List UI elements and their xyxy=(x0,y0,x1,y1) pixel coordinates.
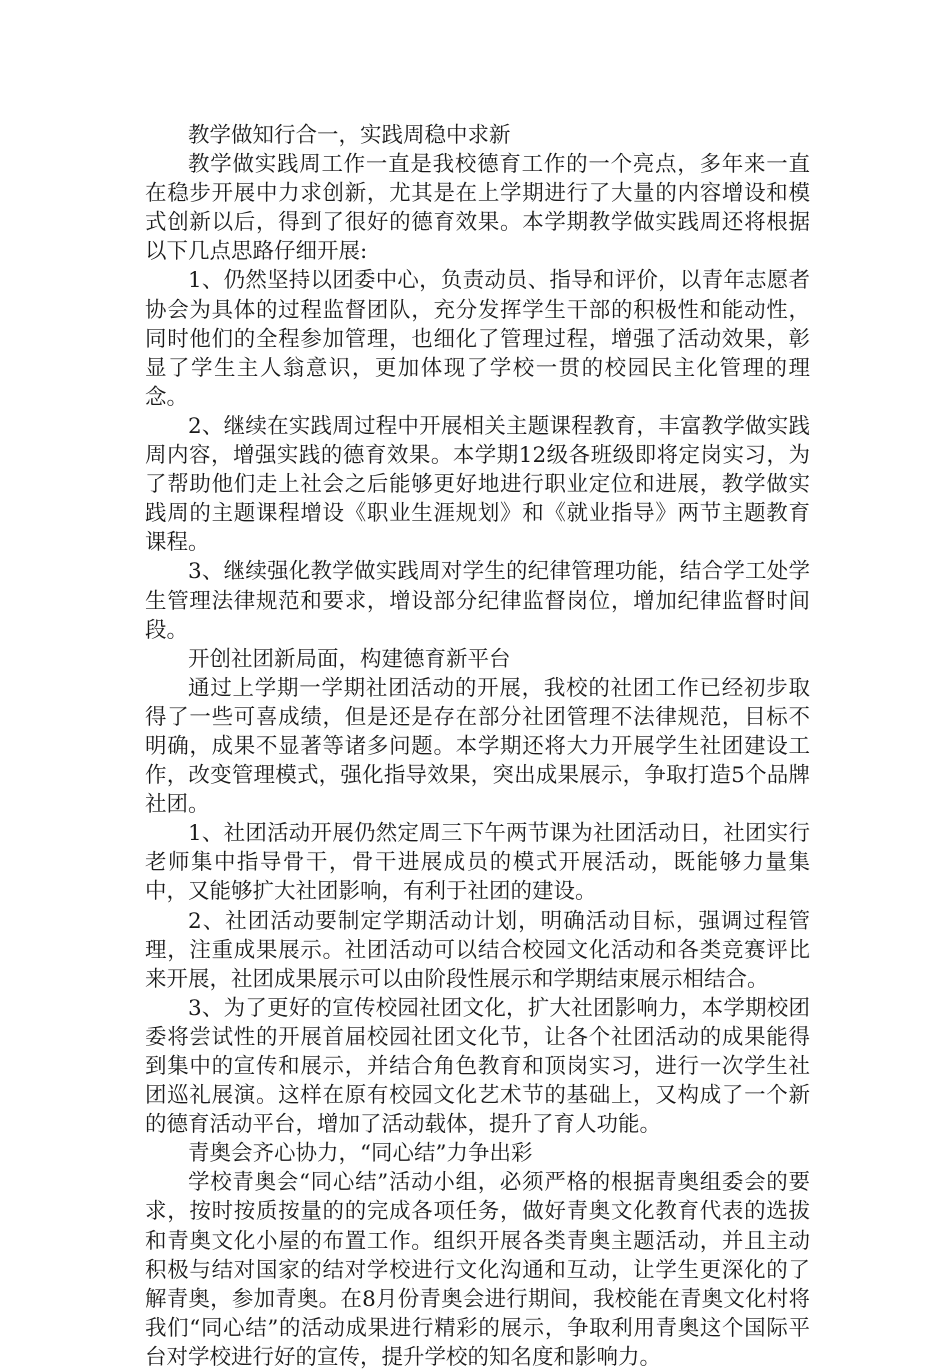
paragraph: 学校青奥会“同心结”活动小组，必须严格的根据青奥组委会的要求，按时按质按量的的完成各项任务，做好青奥文化教育代表的选拔和青奥文化小屋的布置工作。组织开展各类青奥主题活动，并且主动积极与结对国家的结对学校进行文化沟通和互动，让学生更深化的了解青奥，参加青奥。在8月份青奥会进行期间，我校能在青奥文化村将我们“同心结”的活动成果进行精彩的展示，争取利用青奥这个国际平台对学校进行好的宣传，提升学校的知名度和影响力。 xyxy=(145,1170,810,1370)
paragraph: 2、社团活动要制定学期活动计划，明确活动目标，强调过程管理，注重成果展示。社团活动可以结合校园文化活动和各类竞赛评比来开展，社团成果展示可以由阶段性展示和学期结束展示相结合。 xyxy=(145,908,810,992)
paragraph: 1、仍然坚持以团委中心，负责动员、指导和评价，以青年志愿者协会为具体的过程监督团队，充分发挥学生干部的积极性和能动性，同时他们的全程参加管理，也细化了管理过程，增强了活动效果，彰显了学生主人翁意识，更加体现了学校一贯的校园民主化管理的理念。 xyxy=(145,268,810,410)
paragraph: 3、为了更好的宣传校园社团文化，扩大社团影响力，本学期校团委将尝试性的开展首届校园社团文化节，让各个社团活动的成果能得到集中的宣传和展示，并结合角色教育和顶岗实习，进行一次学生社团巡礼展演。这样在原有校园文化艺术节的基础上，又构成了一个新的德育活动平台，增加了活动载体，提升了育人功能。 xyxy=(145,995,810,1138)
section-heading-practice-week: 教学做知行合一，实践周稳中求新 xyxy=(188,123,511,148)
paragraph: 教学做实践周工作一直是我校德育工作的一个亮点，多年来一直在稳步开展中力求创新，尤其是在上学期进行了大量的内容增设和模式创新以后，得到了很好的德育效果。本学期教学做实践周还将根据以下几点思路仔细开展: xyxy=(145,152,810,265)
paragraph: 3、继续强化教学做实践周对学生的纪律管理功能，结合学工处学生管理法律规范和要求，增设部分纪律监督岗位，增加纪律监督时间段。 xyxy=(145,559,810,643)
section-heading-youth-olympics: 青奥会齐心协力，“同心结”力争出彩 xyxy=(188,1141,533,1167)
paragraph: 2、继续在实践周过程中开展相关主题课程教育，丰富教学做实践周内容，增强实践的德育效果。本学期12级各班级即将定岗实习，为了帮助他们走上社会之后能够更好地进行职业定位和进展，教学做实践周的主题课程增设《职业生涯规划》和《就业指导》两节主题教育课程。 xyxy=(145,413,810,556)
paragraph: 1、社团活动开展仍然定周三下午两节课为社团活动日，社团实行老师集中指导骨干，骨干进展成员的模式开展活动，既能够力量集中，又能够扩大社团影响，有利于社团的建设。 xyxy=(145,821,810,905)
section-heading-clubs: 开创社团新局面，构建德育新平台 xyxy=(188,646,511,672)
document-body xyxy=(145,121,810,1372)
paragraph: 通过上学期一学期社团活动的开展，我校的社团工作已经初步取得了一些可喜成绩，但是还是存在部分社团管理不法律规范，目标不明确，成果不显著等诸多问题。本学期还将大力开展学生社团建设工作，改变管理模式，强化指导效果，突出成果展示，争取打造5个品牌社团。 xyxy=(145,675,810,818)
